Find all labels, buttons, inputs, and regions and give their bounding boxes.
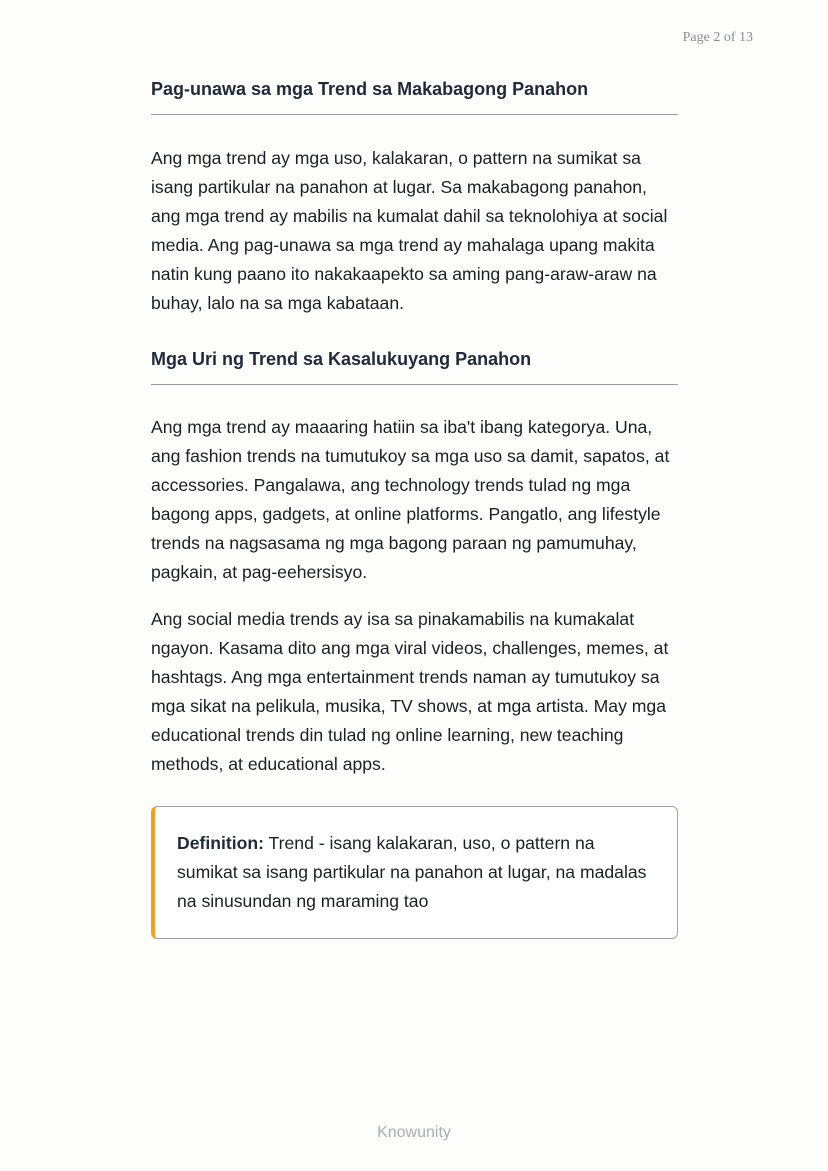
paragraph-trend-intro: Ang mga trend ay mga uso, kalakaran, o pattern na sumikat sa isang partikular na panahon at lugar. Sa makabagong panahon, ang mga trend ay mabilis na kumalat dahil sa teknolohiya at social media. Ang pag-unawa sa mga trend ay mahalaga upang makita natin kung paano ito nakakaapekto sa aming pang-araw-araw na buhay, lalo na sa mga kabataan.	[151, 148, 668, 313]
definition-box	[151, 806, 678, 939]
paragraph-social-media-trends: Ang social media trends ay isa sa pinakamabilis na kumakalat ngayon. Kasama dito ang mga viral videos, challenges, memes, at hashtags. Ang mga entertainment trends naman ay tumutukoy sa mga sikat na pelikula, musika, TV shows, at mga artista. May mga educational trends din tulad ng online learning, new teaching methods, at educational apps.	[151, 609, 669, 774]
page-number: Page 2 of 13	[682, 30, 753, 45]
definition-label: Definition:	[177, 833, 264, 853]
section-title-understanding-trends: Pag-unawa sa mga Trend sa Makabagong Panahon	[151, 76, 678, 115]
paragraph-trend-categories: Ang mga trend ay maaaring hatiin sa iba't ibang kategorya. Una, ang fashion trends na tumutukoy sa mga uso sa damit, sapatos, at accessories. Pangalawa, ang technology trends tulad ng mga bagong apps, gadgets, at online platforms. Pangatlo, ang lifestyle trends na nagsasama ng mga bagong paraan ng pamumuhay, pagkain, at pag-eehersisyo.	[151, 417, 670, 582]
definition-text: Trend - isang kalakaran, uso, o pattern na sumikat sa isang partikular na panahon at lugar, na madalas na sinusundan ng maraming tao	[177, 833, 647, 911]
section-title-types-of-trends: Mga Uri ng Trend sa Kasalukuyang Panahon	[151, 346, 678, 385]
footer-brand: Knowunity	[377, 1124, 451, 1141]
definition-text-block	[177, 829, 653, 916]
content-column	[151, 76, 678, 939]
